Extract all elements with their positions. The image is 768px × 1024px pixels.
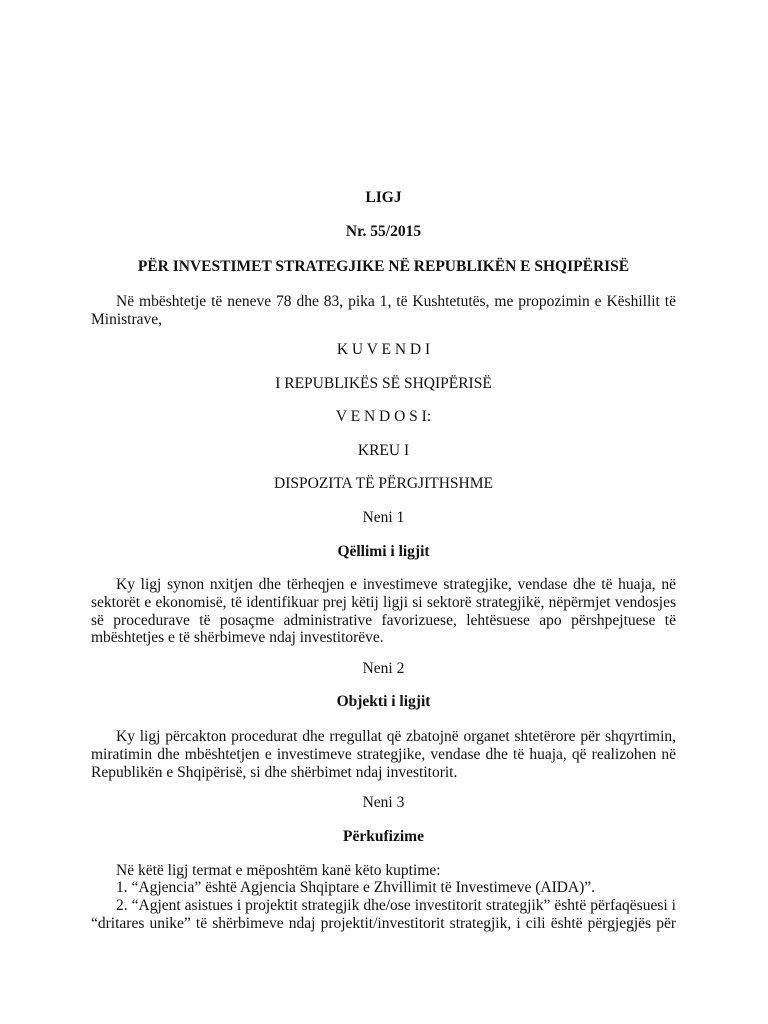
article-1-number: Neni 1 bbox=[362, 509, 405, 526]
chapter-title: DISPOZITA TË PËRGJITHSHME bbox=[274, 475, 493, 492]
article-2-line: Ky ligj përcakton procedurat dhe rregullat që zbatojnë organet shtetërore për shqyrtimin, bbox=[116, 728, 676, 745]
article-3-number: Neni 3 bbox=[362, 794, 405, 811]
preamble-line-2: Ministrave, bbox=[91, 311, 163, 328]
chapter-number: KREU I bbox=[357, 442, 410, 459]
article-3-line: Në këtë ligj termat e mëposhtëm kanë këto kuptime: bbox=[116, 862, 441, 879]
article-1-line: Ky ligj synon nxitjen dhe tërheqjen e investimeve strategjike, vendase dhe të huaja, në bbox=[116, 576, 676, 593]
article-1-line: së procedurave të posaçme administrative favorizuese, lehtësuese apo përshpejtuese të bbox=[91, 612, 676, 629]
article-3-line: 2. “Agjent asistues i projektit strategjik dhe/ose investitorit strategjik” është përfaqësuesi i bbox=[116, 897, 676, 914]
assembly-name: K U V E N D I bbox=[336, 341, 431, 358]
law-title: PËR INVESTIMET STRATEGJIKE NË REPUBLIKËN E SHQIPËRISË bbox=[137, 258, 630, 275]
preamble-line-1: Në mbështetje të neneve 78 dhe 83, pika 1, të Kushtetutës, me propozimin e Këshillit të bbox=[116, 293, 676, 310]
assembly-decides: V E N D O S I: bbox=[335, 408, 432, 425]
article-3-title: Përkufizime bbox=[343, 828, 424, 845]
article-1-line: sektorët e ekonomisë, të identifikuar prej këtij ligji si sektorë strategjikë, nëpërmjet vendosjes bbox=[91, 594, 676, 611]
article-3-line: “dritares unike” të shërbimeve ndaj projektit/investitorit strategjik, i cili është përgjegjës për bbox=[91, 915, 676, 932]
article-1-line: mbështetjes e të shërbimeve ndaj investitorëve. bbox=[91, 629, 384, 646]
article-1-title: Qëllimi i ligjit bbox=[337, 543, 430, 560]
article-2-title: Objekti i ligjit bbox=[336, 693, 431, 710]
law-number: Nr. 55/2015 bbox=[345, 223, 422, 240]
article-3-line: 1. “Agjencia” është Agjencia Shqiptare e Zhvillimit të Investimeve (AIDA)”. bbox=[116, 879, 596, 896]
article-2-line: miratimin dhe mbështetjen e investimeve strategjike, vendase dhe të huaja, që realizohen në bbox=[91, 746, 676, 763]
article-2-line: Republikën e Shqipërisë, si dhe shërbimet ndaj investitorit. bbox=[91, 764, 458, 781]
document-type: LIGJ bbox=[365, 189, 402, 206]
assembly-of: I REPUBLIKËS SË SHQIPËRISË bbox=[275, 375, 492, 392]
article-2-number: Neni 2 bbox=[362, 660, 405, 677]
